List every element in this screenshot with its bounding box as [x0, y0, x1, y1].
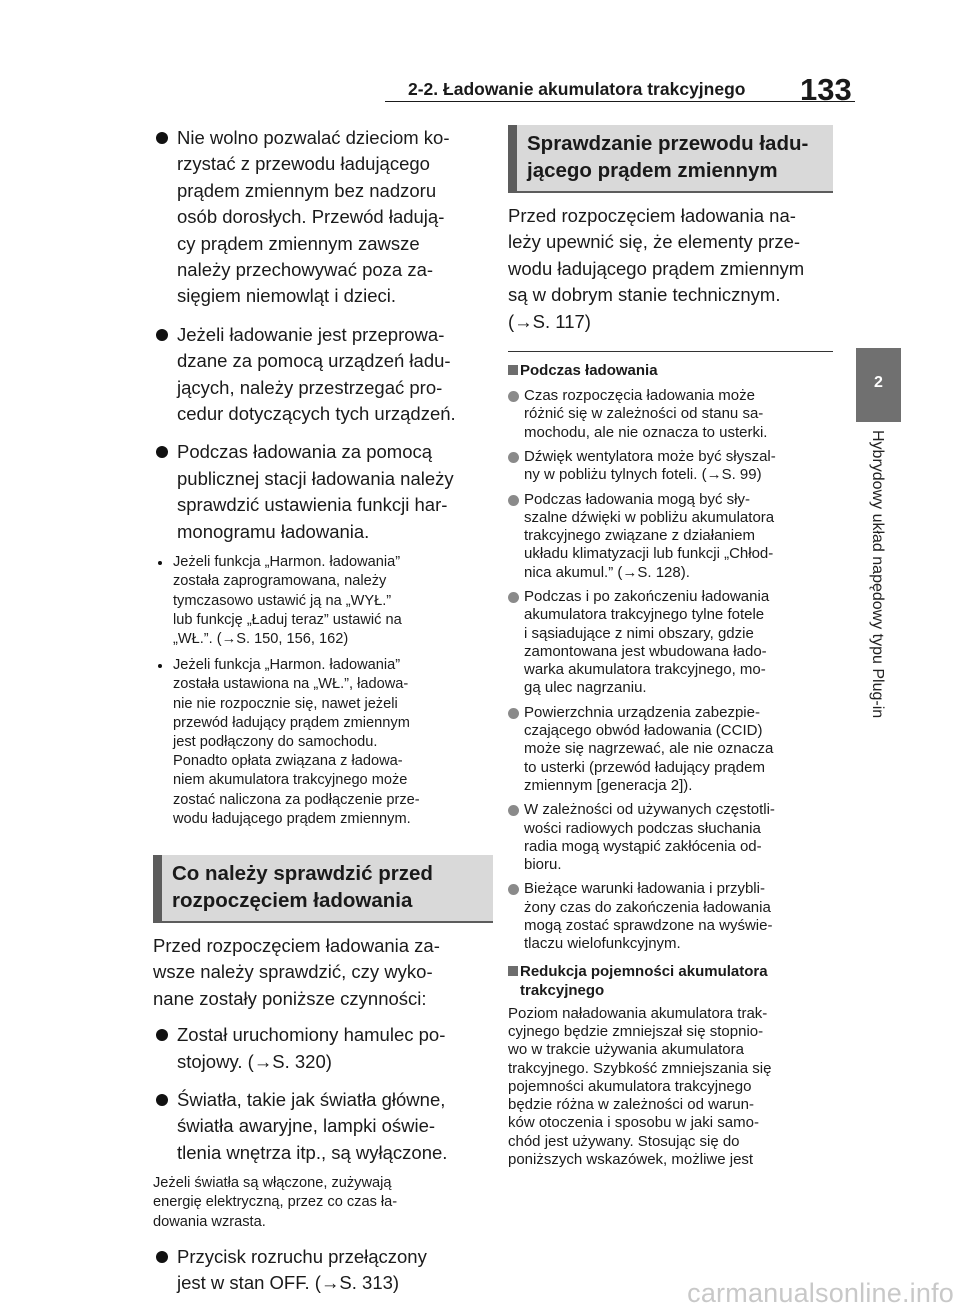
gray-dot-icon — [508, 452, 519, 463]
intro-cable-check: Przed rozpoczęciem ładowania na- leży upewnić się, że elementy prze- wodu ładującego prądem zmiennym są w dobrym stanie technicznym. (→S. 117) — [508, 205, 805, 332]
small-dot-icon — [158, 561, 162, 565]
check-power-off: Przycisk rozruchu przełączony jest w stan OFF. (→S. 313) — [153, 1244, 493, 1297]
watermark: carmanualsonline.info — [687, 1278, 954, 1308]
bullet-dot-icon — [156, 446, 168, 458]
info-item: Powierzchnia urządzenia zabezpie- czającego obwód ładowania (CCID) może się nagrzewać, ale nie oznacza to usterki (przewód ładujący prądem zmiennym [generacja 2]). — [508, 704, 833, 795]
heading-before-charging: Co należy sprawdzić przed rozpoczęciem ładowania — [153, 855, 493, 923]
check-parking-brake: Został uruchomiony hamulec po- stojowy. (→S. 320) — [153, 1022, 493, 1075]
bullet-public-station: Podczas ładowania za pomocą publicznej stacji ładowania należy sprawdzić ustawienia funkcji har- monogramu ładowania. — [153, 439, 493, 545]
square-marker-icon — [508, 966, 518, 976]
chapter-tab — [856, 348, 901, 422]
gray-dot-icon — [508, 805, 519, 816]
info-item: Podczas i po zakończeniu ładowania akumulatora trakcyjnego tylne fotele i sąsiadujące z nimi obszary, gdzie zamontowana jest wbudowana łado- warka akumulatora trakcyjnego, mo- gą ulec nagrzaniu. — [508, 588, 833, 698]
chapter-label-wrap — [856, 430, 901, 830]
bullet-children-warning: Nie wolno pozwalać dzieciom ko- rzystać z przewodu ładującego prądem zmiennym bez nadzoru osób dorosłych. Przewód ładują- cy prądem zmiennym zawsze należy przechowywać poza za- sięgiem niemowląt i dzieci. — [153, 125, 493, 310]
subheading-capacity-reduction: Redukcja pojemności akumulatora trakcyjnego — [508, 962, 833, 1000]
bullet-dot-icon — [156, 1094, 168, 1106]
left-column — [153, 125, 493, 1309]
info-item: Bieżące warunki ładowania i przybli- żony czas do zakończenia ładowania mogą zostać sprawdzone na wyświe- tlaczu wielofunkcyjnym. — [508, 880, 833, 953]
intro-before-charging: Przed rozpoczęciem ładowania za- wsze należy sprawdzić, czy wyko- nane zostały poniższe czynności: — [153, 934, 440, 1009]
gray-dot-icon — [508, 391, 519, 402]
info-item: Czas rozpoczęcia ładowania może różnić się w zależności od stanu sa- mochodu, ale nie oznacza to usterki. — [508, 387, 833, 442]
page-number: 133 — [800, 72, 852, 107]
bullet-charging-devices: Jeżeli ładowanie jest przeprowa- dzane za pomocą urządzeń ładu- jących, należy przestrzegać pro- cedur dotyczących tych urządzeń. — [153, 322, 493, 428]
note-schedule-off: Jeżeli funkcja „Harmon. ładowania” została zaprogramowana, należy tymczasowo ustawić ją na „WYŁ.” lub funkcję „Ładuj teraz” ustawić na „WŁ.”. (→S. 150, 156, 162) — [153, 553, 493, 649]
bullet-dot-icon — [156, 1029, 168, 1041]
info-item: Podczas ładowania mogą być sły- szalne dźwięki w pobliżu akumulatora trakcyjnego związane z działaniem układu klimatyzacji lub funkcji „Chłod- nica akumul.” (→S. 128). — [508, 491, 833, 582]
subheading-during-charging: Podczas ładowania — [508, 361, 833, 380]
info-item: Dźwięk wentylatora może być słyszal- ny w pobliżu tylnych foteli. (→S. 99) — [508, 448, 833, 485]
section-divider — [508, 351, 833, 352]
gray-dot-icon — [508, 592, 519, 603]
small-dot-icon — [158, 664, 162, 668]
gray-dot-icon — [508, 884, 519, 895]
bullet-dot-icon — [156, 1251, 168, 1263]
check-lights-off: Światła, takie jak światła główne, światła awaryjne, lampki oświe- tlenia wnętrza itp., są wyłączone. — [153, 1087, 493, 1166]
chapter-label: Hybrydowy układ napędowy typu Plug-in — [869, 430, 886, 719]
capacity-paragraph: Poziom naładowania akumulatora trak- cyjnego będzie zmniejszał się stopnio- wo w trakcie używania akumulatora trakcyjnego. Szybkość zmniejszania się pojemności akumulatora trakcyjnego będzie różna w zależności od warun- ków otoczenia i sposobu w jaki samo- chód jest używany. Stosując się do poniższych wskazówek, możliwe jest — [508, 1004, 772, 1169]
square-marker-icon — [508, 365, 518, 375]
info-item: W zależności od używanych częstotli- wości radiowych podczas słuchania radia mogą wystąpić zakłócenia od- bioru. — [508, 801, 833, 874]
right-column — [508, 125, 833, 1169]
bullet-dot-icon — [156, 329, 168, 341]
note-lights-energy: Jeżeli światła są włączone, zużywają energię elektryczną, przez co czas ła- dowania wzrasta. — [153, 1175, 398, 1230]
bullet-dot-icon — [156, 132, 168, 144]
chapter-number: 2 — [874, 374, 883, 391]
note-schedule-on: Jeżeli funkcja „Harmon. ładowania” została ustawiona na „WŁ.”, ładowa- nie nie rozpocznie się, nawet jeżeli przewód ładujący prądem zmiennym jest podłączony do samochodu. Ponadto opłata związana z ładowa- niem akumulatora trakcyjnego może zostać naliczona za podłączenie prze- wodu ładującego prądem zmiennym. — [153, 656, 493, 829]
heading-cable-check: Sprawdzanie przewodu ładu- jącego prądem zmiennym — [508, 125, 833, 193]
section-title: 2-2. Ładowanie akumulatora trakcyjnego — [408, 79, 746, 99]
gray-dot-icon — [508, 708, 519, 719]
gray-dot-icon — [508, 495, 519, 506]
header-rule — [385, 101, 855, 102]
